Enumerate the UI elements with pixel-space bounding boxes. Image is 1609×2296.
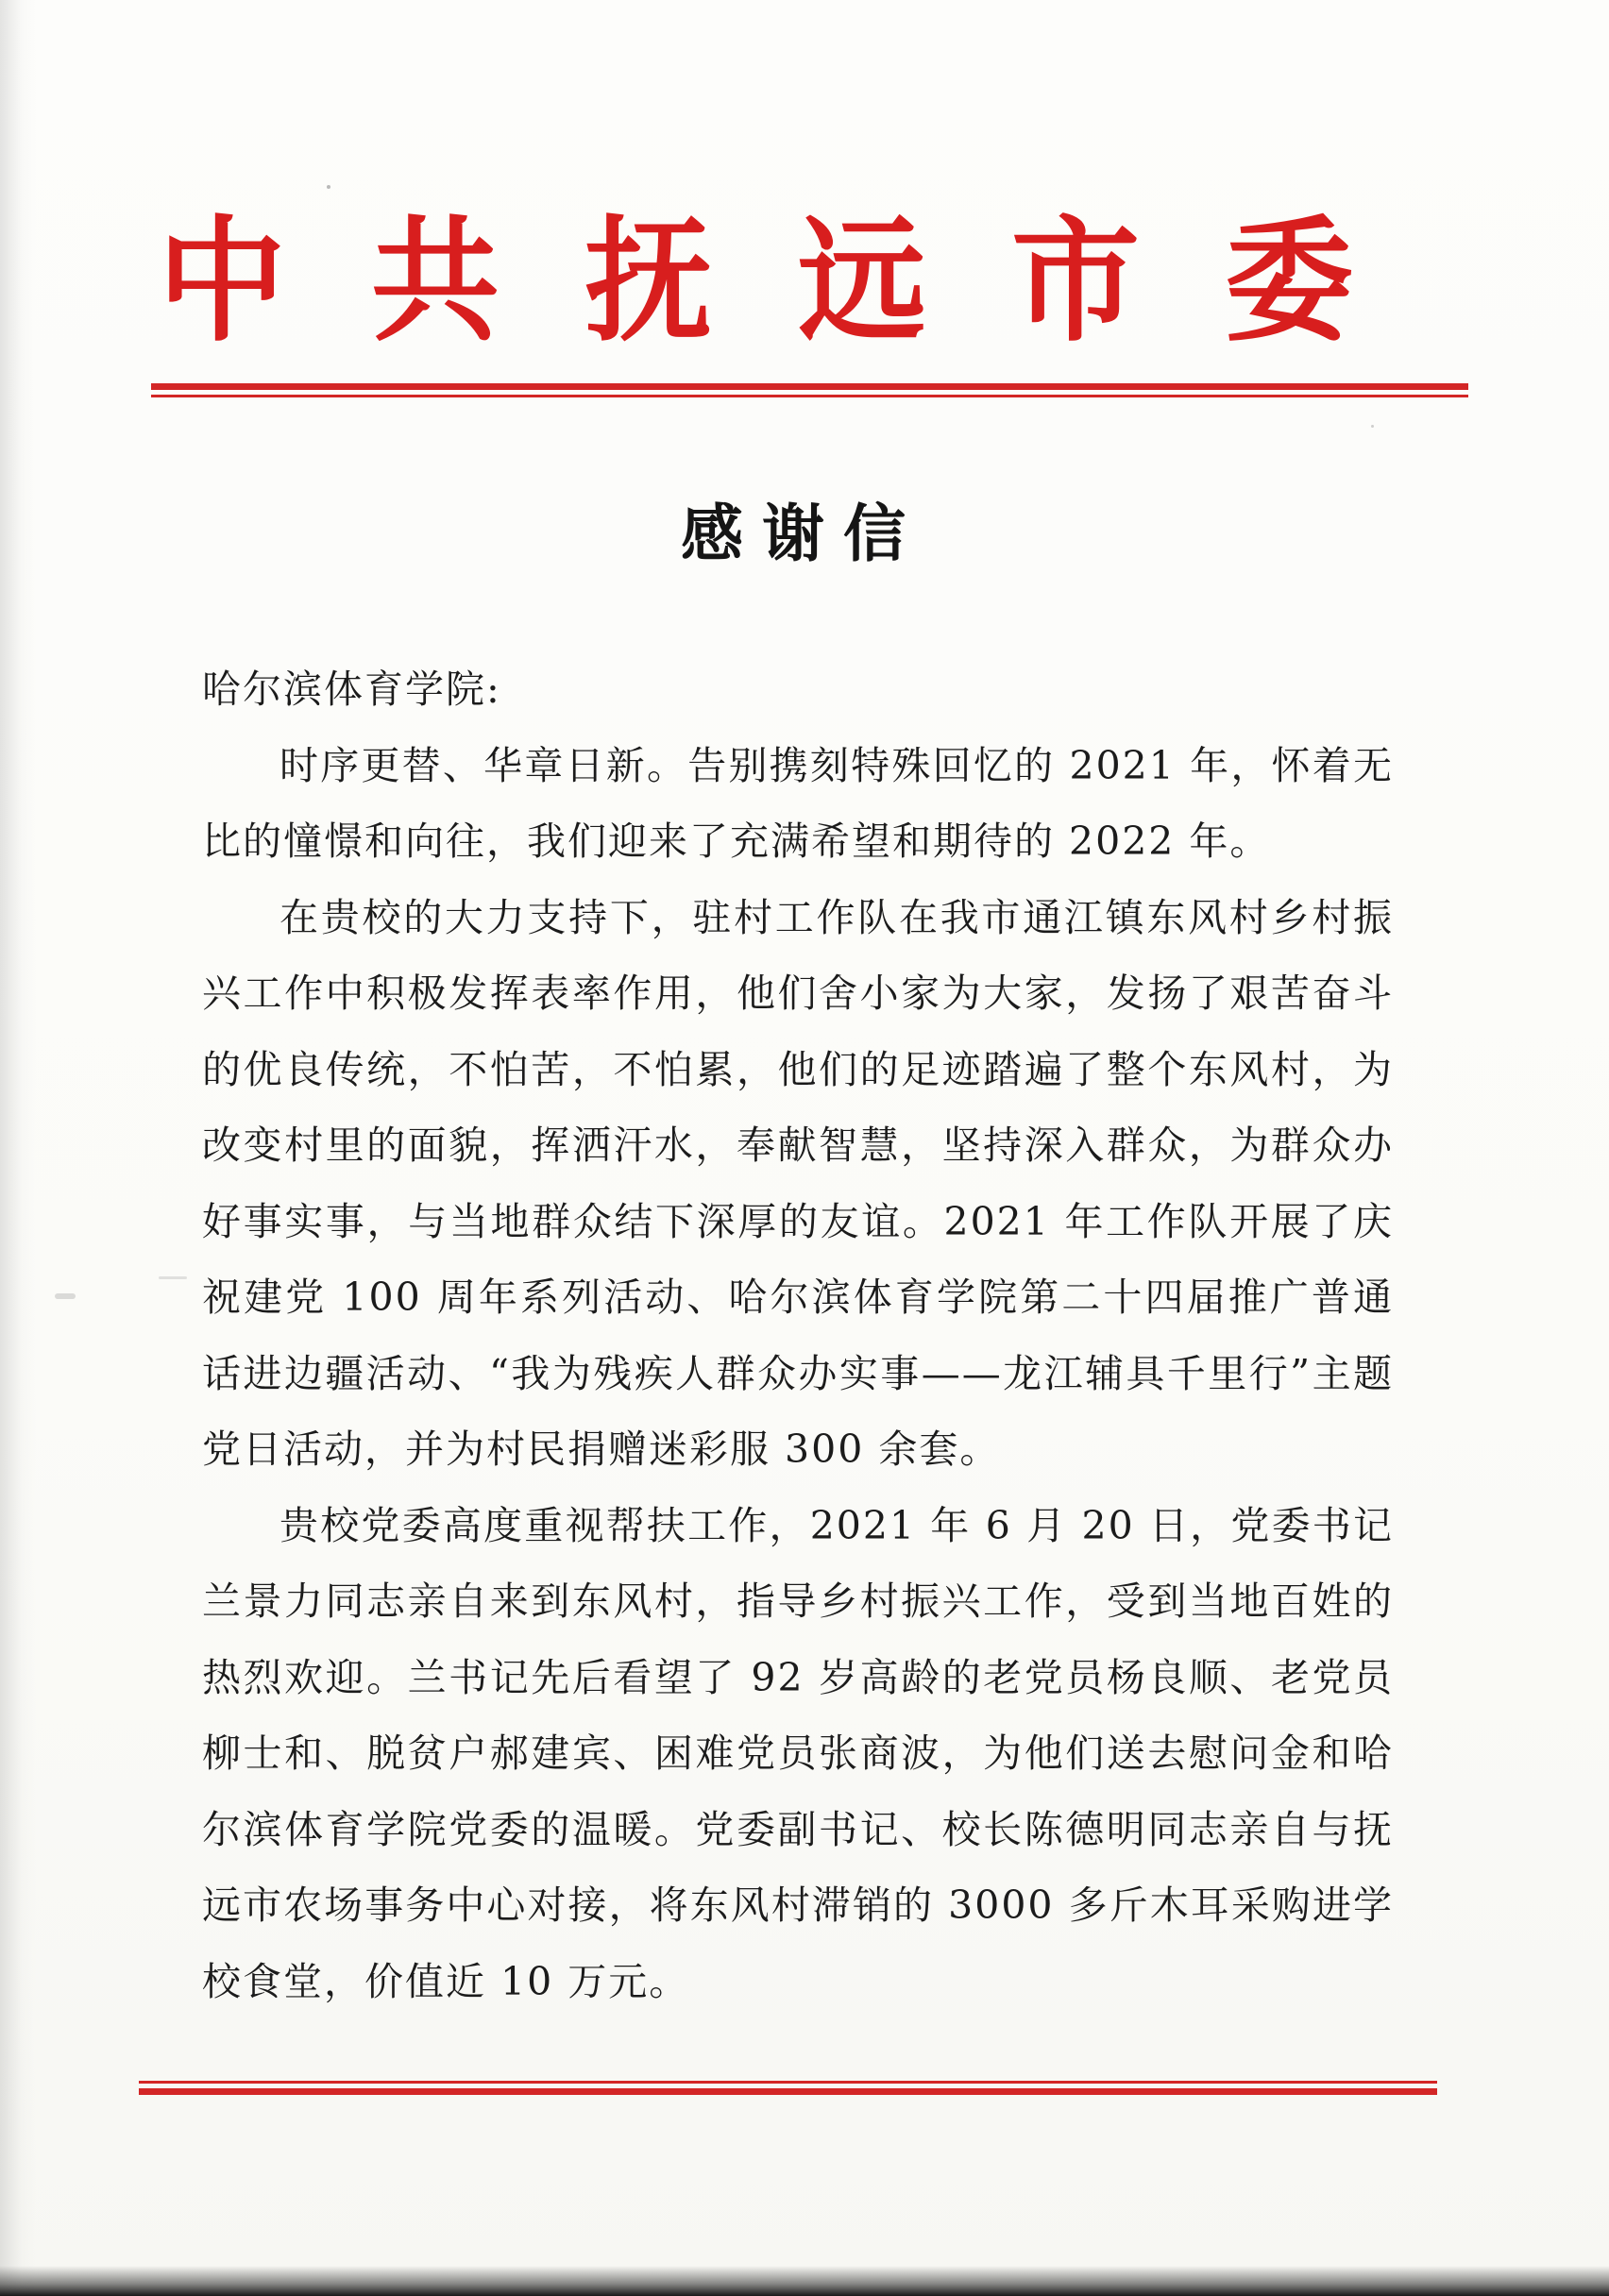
letterhead-char: 中	[158, 202, 286, 361]
paper-speck	[159, 1276, 187, 1279]
salutation: 哈尔滨体育学院:	[202, 667, 501, 712]
letter-title: 感谢信	[681, 497, 924, 570]
letterhead-title	[151, 202, 1360, 361]
body-paragraph: 时序更替、华章日新。告别携刻特殊回忆的 2021 年，怀着无比的憧憬和向往，我们迎来了充满希望和期待的 2022 年。	[202, 742, 1394, 864]
paper-speck	[1371, 425, 1374, 428]
letterhead-char: 共	[371, 202, 500, 361]
body-paragraph: 在贵校的大力支持下，驻村工作队在我市通江镇东风村乡村振兴工作中积极发挥表率作用，他们舍小家为大家，发扬了艰苦奋斗的优良传统，不怕苦，不怕累，他们的足迹踏遍了整个东风村，为改变村里的面貌，挥洒汗水，奉献智慧，坚持深入群众，为群众办好事实事，与当地群众结下深厚的友谊。2021 年工作队开展了庆祝建党 100 周年系列活动、哈尔滨体育学院第二十四届推广普通话进边疆活动、“我为残疾人群众办实事——龙江辅具千里行”主题党日活动，并为村民捐赠迷彩服 300 余套。	[202, 894, 1394, 1472]
letterhead-char: 市	[1011, 202, 1140, 361]
letter-body	[202, 651, 1394, 2019]
letterhead-char: 抚	[584, 202, 713, 361]
letterhead-rule-thick	[151, 383, 1468, 390]
letterhead-char: 委	[1225, 202, 1353, 361]
letterhead-rule-thin	[151, 395, 1468, 397]
bottom-edge-shadow	[0, 2266, 1609, 2296]
left-edge-shadow	[0, 0, 36, 2296]
paper-speck	[55, 1293, 76, 1299]
paper-speck	[327, 185, 330, 189]
footer-rule-thin	[139, 2081, 1437, 2084]
body-paragraph: 贵校党委高度重视帮扶工作，2021 年 6 月 20 日，党委书记兰景力同志亲自来到东风村，指导乡村振兴工作，受到当地百姓的热烈欢迎。兰书记先后看望了 92 岁高龄的老党员杨良顺、老党员柳士和、脱贫户郝建宾、困难党员张商波，为他们送去慰问金和哈尔滨体育学院党委的温暖。党委副书记、校长陈德明同志亲自与抚远市农场事务中心对接，将东风村滞销的 3000 多斤木耳采购进学校食堂，价值近 10 万元。	[202, 1502, 1394, 2004]
letterhead-char: 远	[798, 202, 926, 361]
footer-rule-thick	[139, 2088, 1437, 2095]
